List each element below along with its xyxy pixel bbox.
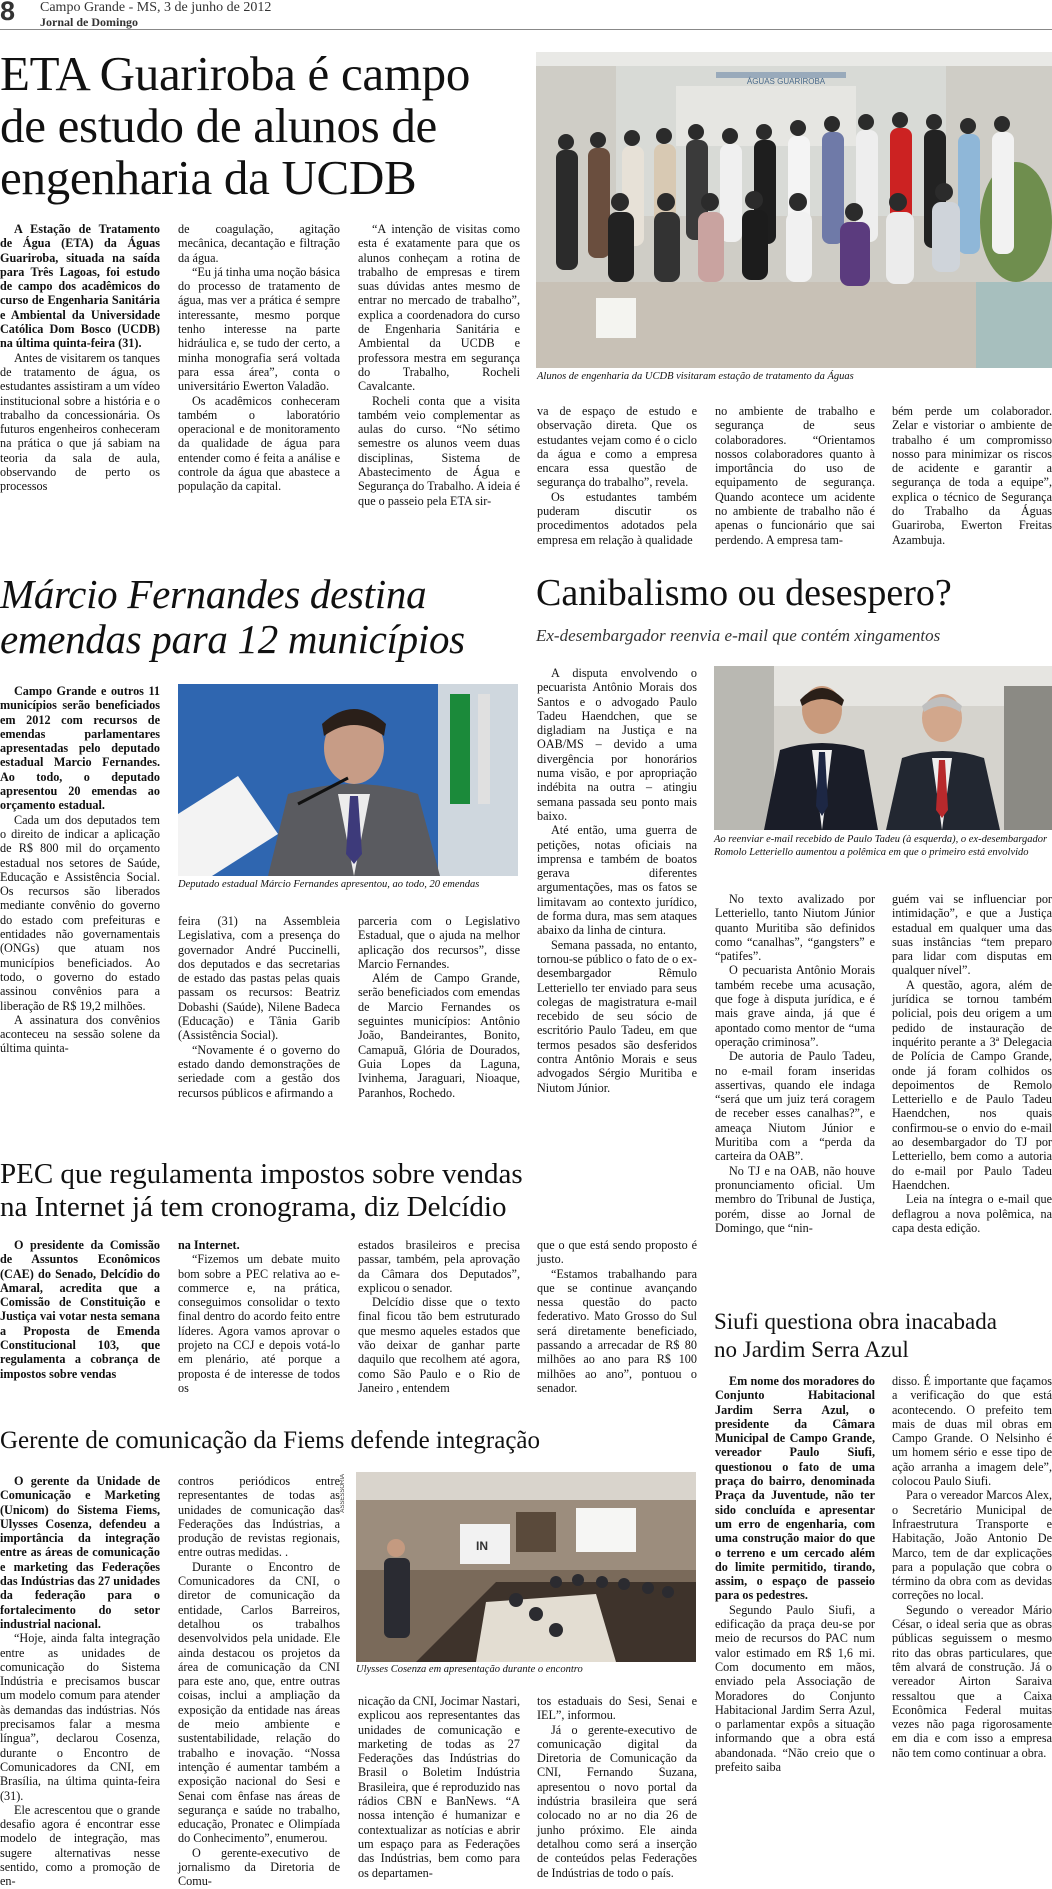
paragraph: Os estudantes também puderam discutir os procedimentos adotados pela empresa em relação à qualidade [537, 489, 697, 547]
paragraph: No texto avalizado por Letteriello, tanto Niutom Júnior quanto Muritiba são definidos como “canalhas”, “gangsters” e “patifes”. [715, 892, 875, 964]
article-headline-eta [0, 48, 530, 204]
paragraph: Os acadêmicos conheceram também o laboratório operacional e de monitoramento da qualidade de água para entender como é feita a análise e controle da água que abastece a população da capital. [178, 393, 340, 494]
paragraph: Semana passada, no entanto, tornou-se público o fato de o ex-desembargador Rêmulo Letteriello ter enviado para seus colegas de magistratura e-mail recebido de seu sócio de escritório Paulo Tadeu, em que termos pesados são desferidos contra Antônio Morais e seus advogados Sérgio Muritiba e Niutom Júnior. [537, 937, 697, 1095]
paragraph: Cada um dos deputados tem o direito de indicar a aplicação de R$ 800 mil do orçamento estadual nos setores de Saúde, Educação e Assistência Social. Os recursos são liberados mediante convênio do governo do estado com prefeituras e entidades não governamentais (ONGs) que atuam nos municípios beneficiados. Ao todo, o governo do estado assinou convênios para a liberação de R$ 19,2 milhões. [0, 812, 160, 1013]
headline-line: no Jardim Serra Azul [714, 1337, 909, 1362]
paragraph: Para o vereador Marcos Alex, o Secretário Municipal de Infraestrutura Transporte e Habitação, João Antonio De Marco, tem de dar explicações para a população que cobra o término da obra com as devidas correções no local. [892, 1488, 1052, 1603]
article-headline-canibalismo: Canibalismo ou desespero? [536, 572, 952, 614]
paragraph: “A intenção de visitas como esta é exatamente para que os alunos conheçam a rotina de trabalho de empresas e tirem suas dúvidas antes mesmo de entrar no mercado de trabalho”, explica a coordenadora do curso de Engenharia Sanitária e Ambiental da UCDB e professora mestra em segurança do Trabalho, Rocheli Cavalcante. [358, 222, 520, 394]
headline-line: na Internet já tem cronograma, diz Delcídio [0, 1191, 507, 1223]
photo-caption: Deputado estadual Márcio Fernandes apresentou, ao todo, 20 emendas [178, 879, 480, 890]
photo-caption: Ao reenviar e-mail recebido de Paulo Tadeu (à esquerda), o ex-desembargador Romolo Letteriello aumentou a polêmica em que o primeiro está envolvido [714, 834, 1048, 858]
paragraph: Além de Campo Grande, serão beneficiados com emendas de Marcio Fernandes os seguintes municípios: Antônio João, Bandeirantes, Bonito, Camapuã, Glória de Dourados, Guia Lopes da Laguna, Ivinhema, Jaraguari, Nioaque, Paranhos, Rochedo. [358, 971, 520, 1100]
paragraph: va de espaço de estudo e observação direta. Que os estudantes vejam como é o ciclo da água e como a empresa encara essa questão de segurança do trabalho”, revela. [537, 404, 697, 490]
photo-sign-text: ÁGUAS GUARIROBA [746, 77, 826, 86]
paragraph: parceria com o Legislativo Estadual, que o ajuda na melhor aplicação dos recursos”, disse Marcio Fernandes. [358, 914, 520, 971]
paragraph: “Eu já tinha uma noção básica do processo de tratamento de água, mas ver a prática é sempre interessante, mesmo porque tenho interesse na parte hidráulica e, se tudo der certo, a minha monografia será voltada para essa área”, conta o universitário Ewerton Valadão. [178, 264, 340, 394]
article-column [178, 1474, 340, 1889]
paragraph: “Estamos trabalhando para que se continue avançando nessa questão do pacto federativo. Mato Grosso do Sul será diretamente beneficiado, passando a arrecadar de R$ 80 milhões ao ano para R$ 100 milhões ao ano”, pontuou o senador. [537, 1266, 697, 1395]
paragraph: Segundo Paulo Siufi, a edificação da praça deu-se por meio de recursos do PAC num valor estimado em R$ 1,6 mi. Com documento em mãos, enviado pela Associação de Moradores do Conjunto Habitacional Jardim Serra Azul, o parlamentar expôs a situação informando que a obra está abandonada. “Não creio que o prefeito saiba [715, 1602, 875, 1775]
svg-text:IN: IN [476, 1539, 488, 1553]
paragraph: Antes de visitarem os tanques de tratamento de água, os estudantes assistiram a um vídeo institucional sobre a história e o trabalho da concessionária. Os futuros engenheiros conheceram na prática o que já sabiam na teoria da sala de aula, observando de perto os processos [0, 350, 160, 494]
paragraph: A questão, agora, além de jurídica se tornou também policial, pois deu origem a um pedido de instauração de inquérito perante a 3ª Delegacia de Polícia de Campo Grande, onde já foram colhidos os depoimentos de Remolo Letteriello e de Paulo Tadeu Haendchen, nos quais confirmou-se o envio do e-mail ao desembargador do TJ por Letteriello, bem como a autoria do e-mail por Paulo Tadeu Haendchen. [892, 977, 1052, 1192]
article-column [358, 1694, 520, 1880]
headline-line: PEC que regulamenta impostos sobre vendas [0, 1158, 523, 1190]
headline-line: Siufi questiona obra inacabada [714, 1309, 997, 1334]
photo-two-men [714, 666, 1052, 830]
paragraph: Leia na íntegra o e-mail que deflagrou a nova polêmica, na capa desta edição. [892, 1192, 1052, 1235]
article-column [0, 1474, 160, 1889]
paragraph: “Novamente é o governo do estado dando demonstrações de seriedade com a gestão dos recursos públicos e afirmando a [178, 1042, 340, 1100]
paragraph: contros periódicos entre representantes de todas as unidades de comunicação das Federações das Indústrias, a produção de revistas regionais, entre outras medidas. . [178, 1474, 340, 1560]
headline-line: Márcio Fernandes destina [0, 571, 427, 617]
article-column [715, 892, 875, 1235]
article-column [715, 1374, 875, 1774]
article-column [892, 404, 1052, 547]
article-column [715, 404, 875, 547]
article-column [537, 1694, 697, 1880]
headline-line: de estudo de alunos de [0, 98, 438, 153]
paragraph: O gerente-executivo de jornalismo da Diretoria de Comu- [178, 1845, 340, 1889]
photo-deputy [178, 684, 518, 876]
photo-two-men-illustration [714, 666, 1052, 830]
article-column [537, 1238, 697, 1395]
paragraph: A disputa envolvendo o pecuarista Antônio Morais dos Santos e o advogado Paulo Tadeu Haendchen, que se digladiam na Justiça e na OAB/MS – devido a uma divergência por honorários numa visão, e por apropriação indébita na outra – atingiu semana passada seu ponto mais baixo. [537, 666, 697, 823]
paragraph: O presidente da Comissão de Assuntos Econômicos (CAE) do Senado, Delcídio do Amaral, acredita que a Comissão de Constituição e Justiça vai votar nesta semana a Proposta de Emenda Constitucional 103, que regulamenta a cobrança de impostos sobre vendas [0, 1238, 160, 1381]
article-headline-fiems: Gerente de comunicação da Fiems defende integração [0, 1427, 541, 1454]
article-column [892, 1374, 1052, 1760]
paragraph: De autoria de Paulo Tadeu, no e-mail foram inseridas assertivas, quando ele indaga “será que um juiz terá coragem de receber esses canalhas?”, e ameaça Niutom Júnior e Muritiba com a “perda da carteira da OAB”. [715, 1049, 875, 1164]
photo-deputy-illustration [178, 684, 518, 876]
article-headline-siufi [714, 1308, 1052, 1364]
paragraph: “Fizemos um debate muito bom sobre a PEC relativa ao e-commerce e, na prática, conseguimos consolidar o texto final dentro do acordo feito entre líderes. Agora vamos aprovar o projeto na CCJ e depois votá-lo em plenário, até porque a proposta é de interesse de todos os [178, 1252, 340, 1395]
paragraph: no ambiente de trabalho e segurança de seus colaboradores. “Orientamos nossos colaboradores quanto à importância do uso de equipamento de segurança. Quando acontece um acidente no ambiente de trabalho não é apenas o funcionário que sai perdendo. A empresa tam- [715, 404, 875, 547]
paper-name: Jornal de Domingo [40, 15, 139, 29]
paragraph: Até então, uma guerra de petições, notas oficiais na imprensa e também de boatos gerava diferentes argumentações, mas os fatos se limitavam ao contexto jurídico, de forma dura, mas sem ataques abaixo da linha de cintura. [537, 823, 697, 938]
paragraph: guém vai se influenciar por intimidação”, e que a Justiça estadual em qualquer uma das suas instâncias “tem preparo para lidar com disputas em qualquer nível”. [892, 892, 1052, 978]
paragraph: Delcídio disse que o texto final ficou tão bem estruturado que mesmo aqueles estados que vão deixar de ganhar parte daquilo que recolhem até agora, como São Paulo e o Rio de Janeiro , entendem [358, 1295, 520, 1395]
paragraph: Campo Grande e outros 11 municípios serão beneficiados em 2012 com recursos de emendas parlamentares apresentadas pelo deputado estadual Marcio Fernandes. Ao todo, o deputado apresentou 20 emendas ao orçamento estadual. [0, 684, 160, 813]
photo-students-group [536, 52, 1052, 368]
paragraph: de coagulação, agitação mecânica, decantação e filtração da água. [178, 222, 340, 265]
article-subheadline: Ex-desembargador reenvia e-mail que contém xingamentos [536, 626, 941, 645]
article-column [892, 892, 1052, 1235]
photo-credit: ASSESSORIA [340, 1474, 346, 1513]
headline-line: engenharia da UCDB [0, 150, 417, 205]
paragraph: tos estaduais do Sesi, Senai e IEL”, informou. [537, 1694, 697, 1723]
article-column [178, 914, 340, 1100]
article-column [358, 914, 520, 1100]
paragraph: Ele acrescentou que o grande desafio agora é encontrar esse modelo de integração, mas sugere alternativas nesse sentido, como a promoção de en- [0, 1802, 160, 1889]
paragraph: O gerente da Unidade de Comunicação e Marketing (Unicom) do Sistema Fiems, Ulysses Cosenza, defendeu a importância da integração entre as áreas de comunicação e marketing das Federações das Indústrias das 27 unidades da federação para o fortalecimento do setor industrial nacional. [0, 1474, 160, 1631]
article-column [358, 222, 520, 508]
article-column [0, 222, 160, 494]
article-column [358, 1238, 520, 1395]
paragraph: “Hoje, ainda falta integração entre as unidades de comunicação do Sistema Indústria e precisamos buscar um modelo comum para atender às demandas das indústrias. Nós precisamos falar a mesma língua”, declarou Cosenza, durante o Encontro de Comunicadores da CNI, em Brasília, na última quinta-feira (31). [0, 1631, 160, 1803]
paragraph: que o que está sendo proposto é justo. [537, 1238, 697, 1267]
photo-meeting-illustration [356, 1472, 696, 1662]
article-column [0, 1238, 160, 1381]
header-rule [0, 29, 1052, 30]
dateline: Campo Grande - MS, 3 de junho de 2012 [40, 0, 272, 15]
photo-caption: Ulysses Cosenza em apresentação durante o encontro [356, 1664, 583, 1675]
headline-line: ETA Guariroba é campo [0, 46, 471, 101]
paragraph: O pecuarista Antônio Morais também recebe uma acusação, que foge à disputa jurídica, e é mais grave ainda, já que é apontado como mentor de “uma operação criminosa”. [715, 963, 875, 1049]
paragraph: feira (31) na Assembleia Legislativa, com a presença do governador André Puccinelli, dos deputados e das secretarias de estado das pastas pelas quais passam os recursos: Beatriz Dobashi (Saúde), Nilene Badeca (Educação) e Tânia Garib (Assistência Social). [178, 914, 340, 1043]
article-headline-marcio [0, 572, 530, 662]
paragraph: nicação da CNI, Jocimar Nastari, explicou aos representantes das unidades de comunicação e marketing de todas as 27 Federações das Indústrias do Brasil o Boletim Indústria Brasileira, que é reproduzido nas rádios CBN e BanNews. “A nossa intenção é humanizar e contextualizar as notícias e abrir um espaço para as Federações das Indústrias, bem como para os departamen- [358, 1694, 520, 1880]
paragraph: estados brasileiros e precisa passar, também, pela aprovação da Câmara dos Deputados”, explicou o senador. [358, 1238, 520, 1295]
paragraph: Em nome dos moradores do Conjunto Habitacional Jardim Serra Azul, o presidente da Câmara Municipal de Campo Grande, vereador Paulo Siufi, questionou o fato de uma praça do bairro, denominada Praça da Juventude, não ter sido concluída e apresentar um erro de engenharia, com uma construção maior do que o terreno e um cercado além do limite permitido, tirando, assim, o espaço de passeio para os pedestres. [715, 1374, 875, 1603]
paragraph: No TJ e na OAB, não houve pronunciamento oficial. Um membro do Tribunal de Justiça, porém, disse ao Jornal de Domingo, que “nin- [715, 1163, 875, 1235]
article-column [178, 1238, 340, 1395]
photo-students-illustration [536, 52, 1052, 368]
photo-meeting [356, 1472, 696, 1662]
paragraph: na Internet. [178, 1238, 240, 1252]
paragraph: disso. É importante que façamos a verificação do que está acontecendo. O prefeito tem mais de duas mil obras em Campo Grande. O Nelsinho é um homem sério e esse tipo de ação arranha a imagem dele”, colocou Paulo Siufi. [892, 1374, 1052, 1489]
page-number: 8 [0, 0, 16, 26]
article-column [537, 404, 697, 547]
article-column [537, 666, 697, 1095]
article-headline-pec [0, 1158, 700, 1224]
paragraph: Durante o Encontro de Comunicadores da CNI, o diretor de comunicação da entidade, Carlos Barreiros, detalhou os trabalhos desenvolvidos pela unidade. Ele ainda destacou os projetos da área de comunicação da CNI para este ano, que, entre outras coisas, inclui a ampliação da exposição da entidade nas áreas de meio ambiente e sustentabilidade, relação do trabalho e inovação. “Nossa intenção é aumentar também a exposição nacional do Sesi e Senai com ênfase nas áreas de segurança e saúde no trabalho, educação, Pronatec e Olimpíada do Conhecimento”, enumerou. [178, 1559, 340, 1846]
article-column [0, 684, 160, 1056]
paragraph: Já o gerente-executivo de comunicação digital da Diretoria de Comunicação da CNI, Fernando Suzana, apresentou o novo portal da indústria brasileira que será colocado no ar no dia 26 de junho próximo. Ele ainda detalhou como será a inserção de conteúdos pelas Federações de Indústrias de todo o país. [537, 1722, 697, 1880]
paragraph: Segundo o vereador Mário César, o ideal seria que as obras públicas seguissem o mesmo rito das obras particulares, que têm alvará de construção. Já o vereador Airton Saraiva ressaltou que a Caixa Econômica Federal muitas vezes não paga rigorosamente em dia e com isso a empresa não tem como continuar a obra. [892, 1602, 1052, 1760]
headline-line: emendas para 12 municípios [0, 616, 465, 662]
paragraph: A assinatura dos convênios aconteceu na sessão solene da última quinta- [0, 1012, 160, 1056]
photo-caption: Alunos de engenharia da UCDB visitaram estação de tratamento da Águas [537, 371, 854, 382]
article-column [178, 222, 340, 494]
paragraph: A Estação de Tratamento de Água (ETA) da Águas Guariroba, situada na saída para Três Lagoas, foi estudo de campo dos acadêmicos do curso de Engenharia Sanitária e Ambiental da Universidade Católica Dom Bosco (UCDB) na última quinta-feira (31). [0, 222, 160, 351]
paragraph: bém perde um colaborador. Zelar e vistoriar o ambiente de trabalho é um compromisso nosso para minimizar os riscos de acidente e garantir a segurança de toda a equipe”, explica o técnico de Segurança do Trabalho da Águas Guariroba, Ewerton Freitas Azambuja. [892, 404, 1052, 547]
paragraph: Rocheli conta que a visita também veio complementar as aulas do curso. “No sétimo semestre os alunos veem duas disciplinas, Sistema de Abastecimento de Água e Segurança do Trabalho. A ideia é que o passeio pela ETA sir- [358, 393, 520, 508]
